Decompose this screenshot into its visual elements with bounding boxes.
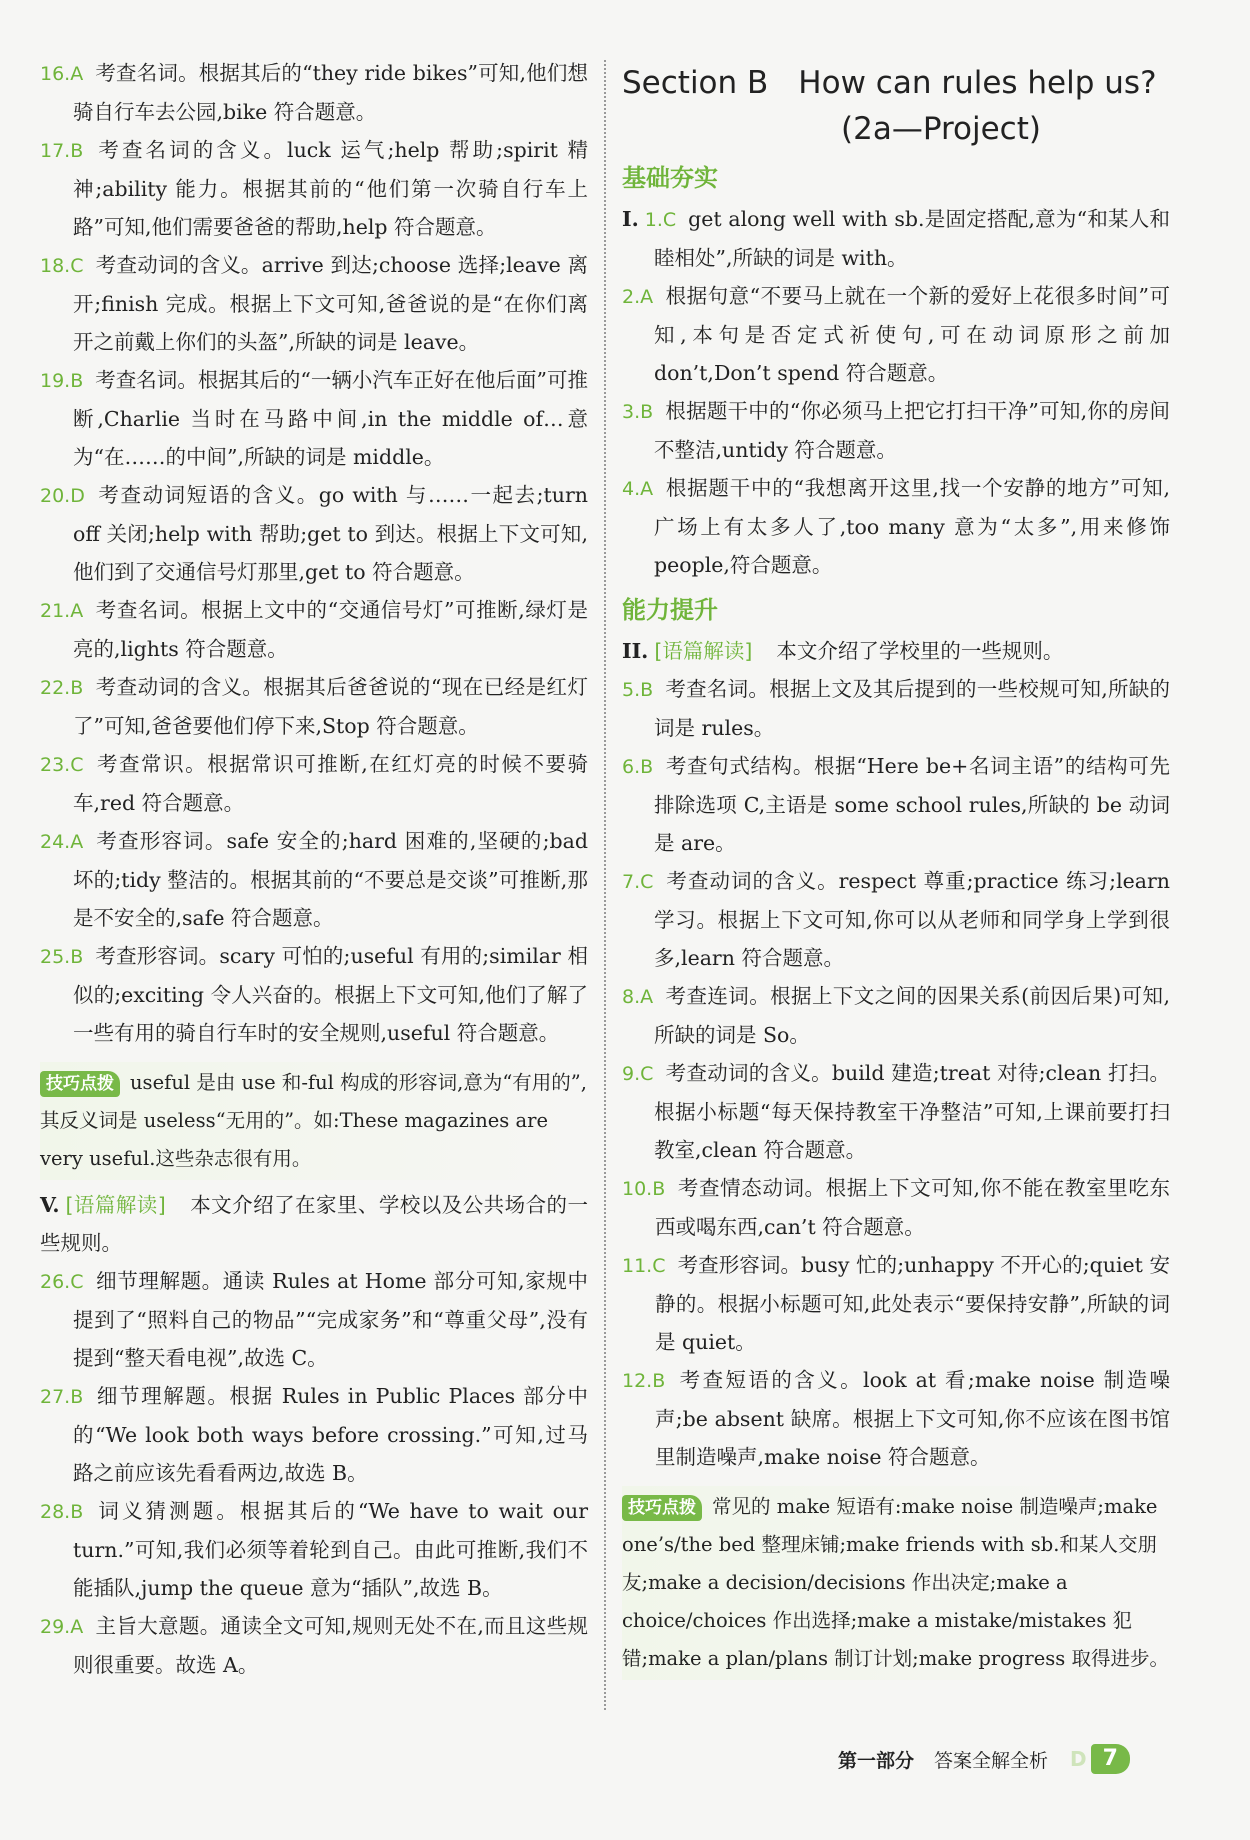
answer-number: 7.C — [622, 871, 654, 893]
tip-badge: 技巧点拨 — [40, 1071, 120, 1097]
answer-item — [622, 862, 1170, 977]
answer-explanation: 考查名词。根据上文中的“交通信号灯”可推断,绿灯是亮的,lights 符合题意。 — [73, 598, 588, 661]
tip-text: 常见的 make 短语有:make noise 制造噪声;make one’s/the bed 整理床铺;make friends with sb.和某人交朋友;make a decision/decisions 作出决定;make a choice/choices 作出选择;make a mistake/mistakes 犯错;make a plan/plans 制订计划;make progress 取得进步。 — [622, 1495, 1169, 1670]
footer-title: 答案全解全析 — [934, 1749, 1049, 1772]
answer-number: 8.A — [622, 986, 654, 1008]
answer-number: 5.B — [622, 679, 654, 701]
answer-item — [40, 668, 588, 745]
passage-analysis-text: 本文介绍了在家里、学校以及公共场合的一些规则。 — [40, 1193, 588, 1255]
answer-number: 6.B — [622, 756, 654, 778]
page-footer — [838, 1744, 1130, 1774]
answer-list-3 — [622, 200, 1170, 584]
section-question: How can rules help us? — [798, 65, 1157, 101]
answer-explanation: 考查句式结构。根据“Here be+名词主语”的结构可先排除选项 C,主语是 some school rules,所缺的 be 动词是 are。 — [654, 754, 1170, 855]
answer-explanation: 考查名词。根据上文及其后提到的一些校规可知,所缺的词是 rules。 — [654, 677, 1170, 740]
answer-explanation: 根据题干中的“你必须马上把它打扫干净”可知,你的房间不整洁,untidy 符合题意。 — [654, 399, 1170, 462]
column-divider — [604, 60, 606, 1710]
answer-number: 4.A — [622, 478, 654, 500]
answer-item — [40, 361, 588, 476]
answer-number: 11.C — [622, 1255, 666, 1277]
answer-item — [40, 246, 588, 361]
answer-item — [622, 977, 1170, 1054]
answer-explanation: 考查形容词。scary 可怕的;useful 有用的;similar 相似的;exciting 令人兴奋的。根据上下文可知,他们了解了一些有用的骑自行车时的安全规则,useful 符合题意。 — [73, 944, 588, 1045]
heading-improvement: 能力提升 — [622, 596, 718, 624]
answer-explanation: get along well with sb.是固定搭配,意为“和某人和睦相处”,所缺的词是 with。 — [654, 207, 1170, 270]
answer-item — [40, 822, 588, 937]
answer-number: 16.A — [40, 63, 84, 85]
answer-number: 9.C — [622, 1063, 654, 1085]
answer-explanation: 考查动词的含义。arrive 到达;choose 选择;leave 离开;finish 完成。根据上下文可知,爸爸说的是“在你们离开之前戴上你们的头盔”,所缺的词是 leave。 — [73, 253, 588, 354]
answer-explanation: 主旨大意题。通读全文可知,规则无处不在,而且这些规则很重要。故选 A。 — [73, 1614, 588, 1677]
answer-explanation: 考查名词。根据其后的“一辆小汽车正好在他后面”可推断,Charlie 当时在马路中间,in the middle of…意为“在……的中间”,所缺的词是 middle。 — [73, 368, 588, 469]
section-subtitle: (2a—Project) — [841, 111, 1041, 147]
answer-explanation: 考查常识。根据常识可推断,在红灯亮的时候不要骑车,red 符合题意。 — [73, 752, 588, 815]
answer-explanation: 考查动词的含义。respect 尊重;practice 练习;learn 学习。根据上下文可知,你可以从老师和同学身上学到很多,learn 符合题意。 — [654, 869, 1170, 970]
answer-explanation: 考查短语的含义。look at 看;make noise 制造噪声;be absent 缺席。根据上下文可知,你不应该在图书馆里制造噪声,make noise 符合题意。 — [655, 1368, 1170, 1469]
answer-item — [622, 200, 1170, 277]
left-column — [40, 54, 588, 1684]
section-roman: II. — [622, 639, 649, 663]
answer-item — [622, 469, 1170, 584]
answer-item — [622, 1361, 1170, 1476]
passage-analysis-label: [语篇解读] — [65, 1193, 166, 1217]
answer-item — [622, 392, 1170, 469]
section-roman: I. — [622, 207, 639, 231]
passage-analysis-text: 本文介绍了学校里的一些规则。 — [776, 639, 1064, 663]
answer-number: 20.D — [40, 485, 85, 507]
answer-item — [40, 591, 588, 668]
answer-explanation: 根据句意“不要马上就在一个新的爱好上花很多时间”可知,本句是否定式祈使句,可在动词原形之前加 don’t,Don’t spend 符合题意。 — [654, 284, 1170, 385]
answer-item — [40, 1492, 588, 1607]
answer-item — [40, 745, 588, 822]
section-ii-header — [622, 632, 1170, 670]
tip-text: useful 是由 use 和-ful 构成的形容词,意为“有用的”,其反义词是 useless“无用的”。如:These magazines are very useful.这些杂志很有用。 — [40, 1071, 587, 1170]
answer-explanation: 词义猜测题。根据其后的“We have to wait our turn.”可知,我们必须等着轮到自己。由此可推断,我们不能插队,jump the queue 意为“插队”,故选 B。 — [73, 1499, 588, 1600]
footer-part: 第一部分 — [838, 1749, 915, 1772]
answer-explanation: 根据题干中的“我想离开这里,找一个安静的地方”可知,广场上有太多人了,too many 意为“太多”,用来修饰 people,符合题意。 — [654, 476, 1170, 577]
answer-explanation: 考查名词的含义。luck 运气;help 帮助;spirit 精神;ability 能力。根据其前的“他们第一次骑自行车上路”可知,他们需要爸爸的帮助,help 符合题意。 — [73, 138, 588, 239]
answer-list-4 — [622, 670, 1170, 1476]
right-column — [622, 54, 1170, 1686]
answer-explanation: 考查名词。根据其后的“they ride bikes”可知,他们想骑自行车去公园,bike 符合题意。 — [73, 61, 588, 124]
answer-number: 28.B — [40, 1501, 84, 1523]
answer-item — [622, 1054, 1170, 1169]
answer-number: 26.C — [40, 1271, 84, 1293]
answer-explanation: 考查动词的含义。build 建造;treat 对待;clean 打扫。根据小标题“每天保持教室干净整洁”可知,上课前要打扫教室,clean 符合题意。 — [654, 1061, 1170, 1162]
answer-item — [622, 1246, 1170, 1361]
answer-explanation: 考查形容词。safe 安全的;hard 困难的,坚硬的;bad 坏的;tidy 整洁的。根据其前的“不要总是交谈”可推断,那是不安全的,safe 符合题意。 — [73, 829, 588, 930]
answer-number: 1.C — [644, 209, 677, 231]
answer-item — [40, 1607, 588, 1684]
answer-number: 25.B — [40, 946, 84, 968]
answer-item — [40, 1262, 588, 1377]
page-number: 7 — [1091, 1744, 1130, 1774]
heading-basics: 基础夯实 — [622, 164, 718, 192]
section-title — [622, 60, 1170, 106]
answer-list-2 — [40, 1262, 588, 1684]
answer-number: 3.B — [622, 401, 654, 423]
section-roman: V. — [40, 1193, 60, 1217]
answer-item — [622, 747, 1170, 862]
answer-number: 23.C — [40, 754, 84, 776]
tip-box-right — [622, 1486, 1170, 1680]
passage-analysis-label: [语篇解读] — [654, 639, 753, 663]
answer-number: 2.A — [622, 286, 654, 308]
answer-item — [622, 277, 1170, 392]
answer-number: 22.B — [40, 677, 84, 699]
answer-explanation: 细节理解题。根据 Rules in Public Places 部分中的“We look both ways before crossing.”可知,过马路之前应该先看看两边,故选 B。 — [73, 1384, 588, 1485]
answer-number: 27.B — [40, 1386, 84, 1408]
answer-number: 17.B — [40, 140, 84, 162]
section-label: Section B — [622, 65, 769, 101]
answer-item — [40, 54, 588, 131]
answer-number: 10.B — [622, 1178, 666, 1200]
answer-number: 12.B — [622, 1370, 666, 1392]
answer-explanation: 考查情态动词。根据上下文可知,你不能在教室里吃东西或喝东西,can’t 符合题意。 — [655, 1176, 1170, 1239]
answer-item — [622, 670, 1170, 747]
answer-item — [40, 476, 588, 591]
answer-number: 29.A — [40, 1616, 84, 1638]
answer-number: 19.B — [40, 370, 84, 392]
answer-item — [40, 937, 588, 1052]
page-d-icon: D — [1070, 1747, 1087, 1771]
answer-number: 18.C — [40, 255, 84, 277]
answer-list-1 — [40, 54, 588, 1052]
answer-explanation: 细节理解题。通读 Rules at Home 部分可知,家规中提到了“照料自己的物品”“完成家务”和“尊重父母”,没有提到“整天看电视”,故选 C。 — [73, 1269, 588, 1370]
answer-explanation: 考查连词。根据上下文之间的因果关系(前因后果)可知,所缺的词是 So。 — [654, 984, 1170, 1047]
answer-explanation: 考查动词的含义。根据其后爸爸说的“现在已经是红灯了”可知,爸爸要他们停下来,Stop 符合题意。 — [73, 675, 588, 738]
section-v-header — [40, 1186, 588, 1262]
answer-explanation: 考查动词短语的含义。go with 与……一起去;turn off 关闭;help with 帮助;get to 到达。根据上下文可知,他们到了交通信号灯那里,get to 符合题意。 — [73, 483, 588, 584]
answer-number: 21.A — [40, 600, 84, 622]
answer-explanation: 考查形容词。busy 忙的;unhappy 不开心的;quiet 安静的。根据小标题可知,此处表示“要保持安静”,所缺的词是 quiet。 — [655, 1253, 1170, 1354]
answer-item — [622, 1169, 1170, 1246]
answer-number: 24.A — [40, 831, 84, 853]
answer-item — [40, 131, 588, 246]
tip-box-left — [40, 1062, 588, 1180]
tip-badge: 技巧点拨 — [622, 1495, 702, 1521]
answer-item — [40, 1377, 588, 1492]
